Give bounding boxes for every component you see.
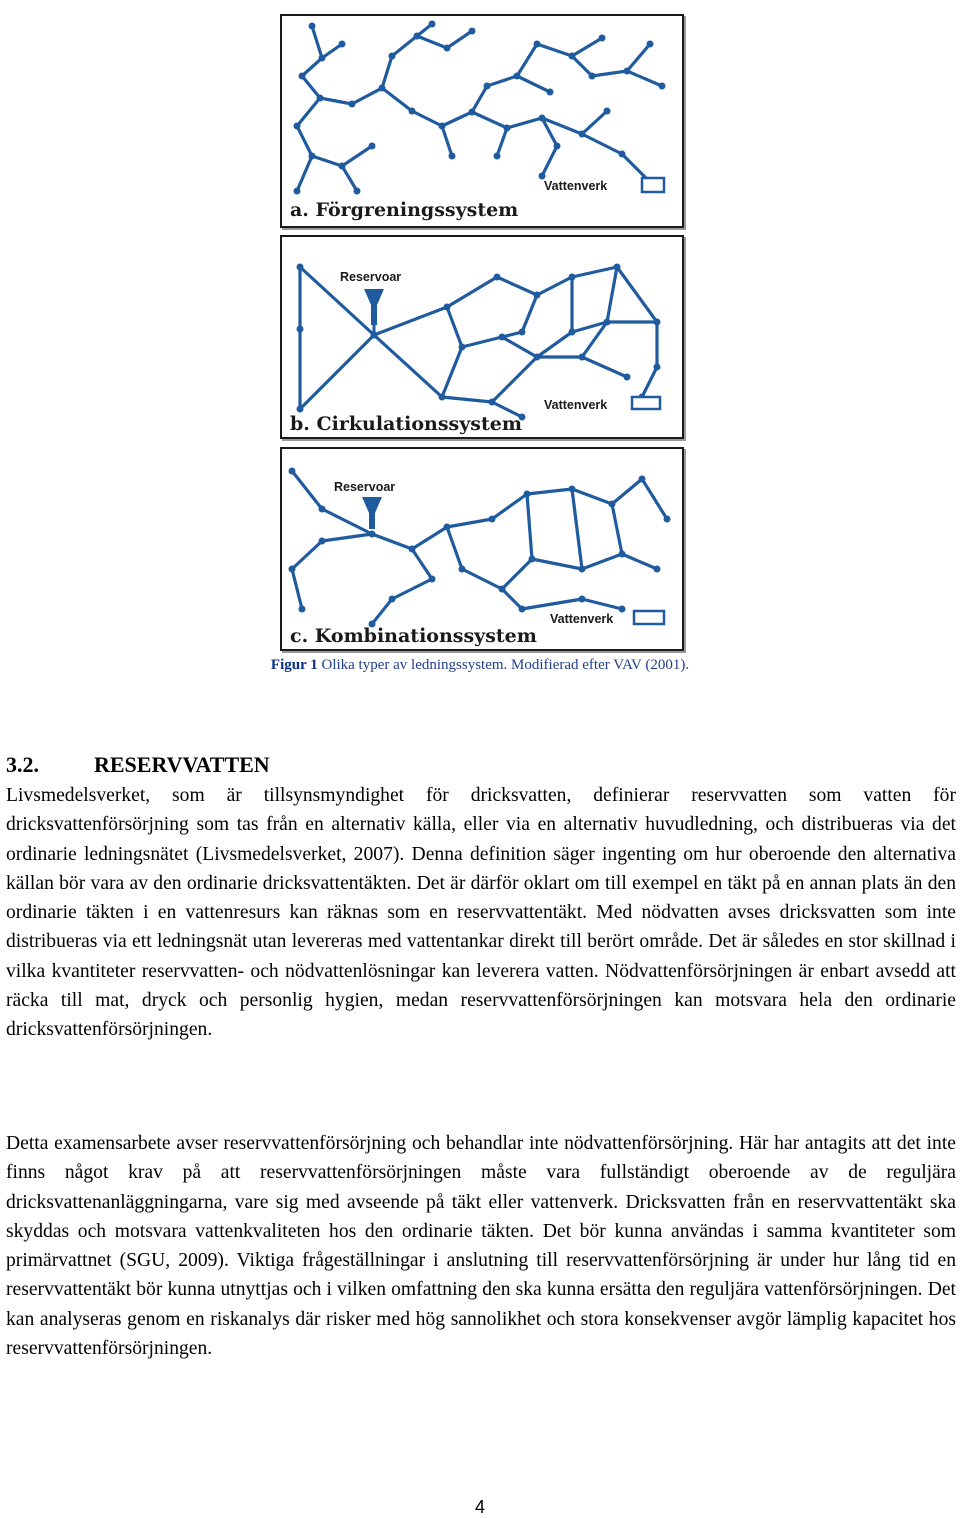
reservoir-icon [362,497,382,529]
treatment-plant-icon [642,178,664,192]
body-paragraph: Detta examensarbete avser reservvattenförsörjning och behandlar inte nödvattenförsörjning. Här har antagits att det inte finns något krav på att reservvattenförsörjningen måste vara fullständigt oberoende av de reguljära dricksvattenanläggningarna, vare sig med avseende på täkt eller vattenverk. Dricksvatten från en reservvattentäkt ska skyddas och motsvara vattenkvaliteten hos den ordinarie täkten. Det bör kunna användas i samma kvantiteter som primärvattnet (SGU, 2009). Viktiga frågeställningar i anslutning till reservvattenförsörjning är under hur lång tid en reservvattentäkt bör kunna utnyttjas och i vilken omfattning den ska kunna ersätta den reguljära vattenförsörjningen. Det kan analyseras genom en riskanalys där risker med hög sannolikhet och stora konsekvenser avgör lämplig kapacitet hos reservvattenförsörjningen. [6,1133,956,1360]
plant-label: Vattenverk [544,179,608,193]
section-title: RESERVVATTEN [94,752,270,777]
panel-title: a. Förgreningssystem [290,199,519,221]
body-paragraph: Livsmedelsverket, som är tillsynsmyndighet för dricksvatten, definierar reservvatten som vatten för dricksvattenförsörjning som tas från en alternativ källa, eller via en alternativ huvudledning, och distribueras via det ordinarie ledningsnätet (Livsmedelsverket, 2007). Denna definition säger ingenting om hur oberoende den alternativa källan bör vara av den ordinarie dricksvattentäkten. Det är därför oklart om till exempel en täkt på en annan plats än den ordinarie täkten i en vattenresurs kan räknas som en reservvattentäkt. Med nödvatten avses dricksvatten som inte distribueras via ett ledningsnät utan levereras med vattentankar direkt till berört område. Det är således en stor skillnad i vilka kvantiteter reservvatten- och nödvattenlösningar kan leverera vatten. Nödvattenförsörjningen är enbart avsedd att räcka till mat, dryck och personlig hygien, medan reservvattenförsörjningen kan motsvara hela den ordinarie dricksvattenförsörjningen. [6,785,956,1041]
reservoir-label: Reservoar [334,480,396,494]
treatment-plant-icon [632,397,660,409]
panel-title: c. Kombinationssystem [290,625,537,647]
section-number: 3.2. [6,752,39,777]
panel-title: b. Cirkulationssystem [290,413,522,435]
section-heading [6,752,270,778]
reservoir-label: Reservoar [340,270,402,284]
treatment-plant-icon [634,611,664,624]
figure-label: Figur 1 [270,657,318,673]
branching-network-diagram [282,16,682,226]
figure-panel-circulation [280,235,684,439]
figure-caption-text: Olika typer av ledningssystem. Modifierad efter VAV (2001). [317,657,690,673]
plant-label: Vattenverk [544,398,608,412]
figure-panel-branching [280,14,684,228]
plant-label: Vattenverk [550,612,614,626]
circulation-network-diagram [282,237,682,437]
figure-panel-combination [280,447,684,651]
combination-network-diagram [282,449,682,649]
page-number: 4 [474,1497,485,1517]
figure-caption [0,657,960,674]
